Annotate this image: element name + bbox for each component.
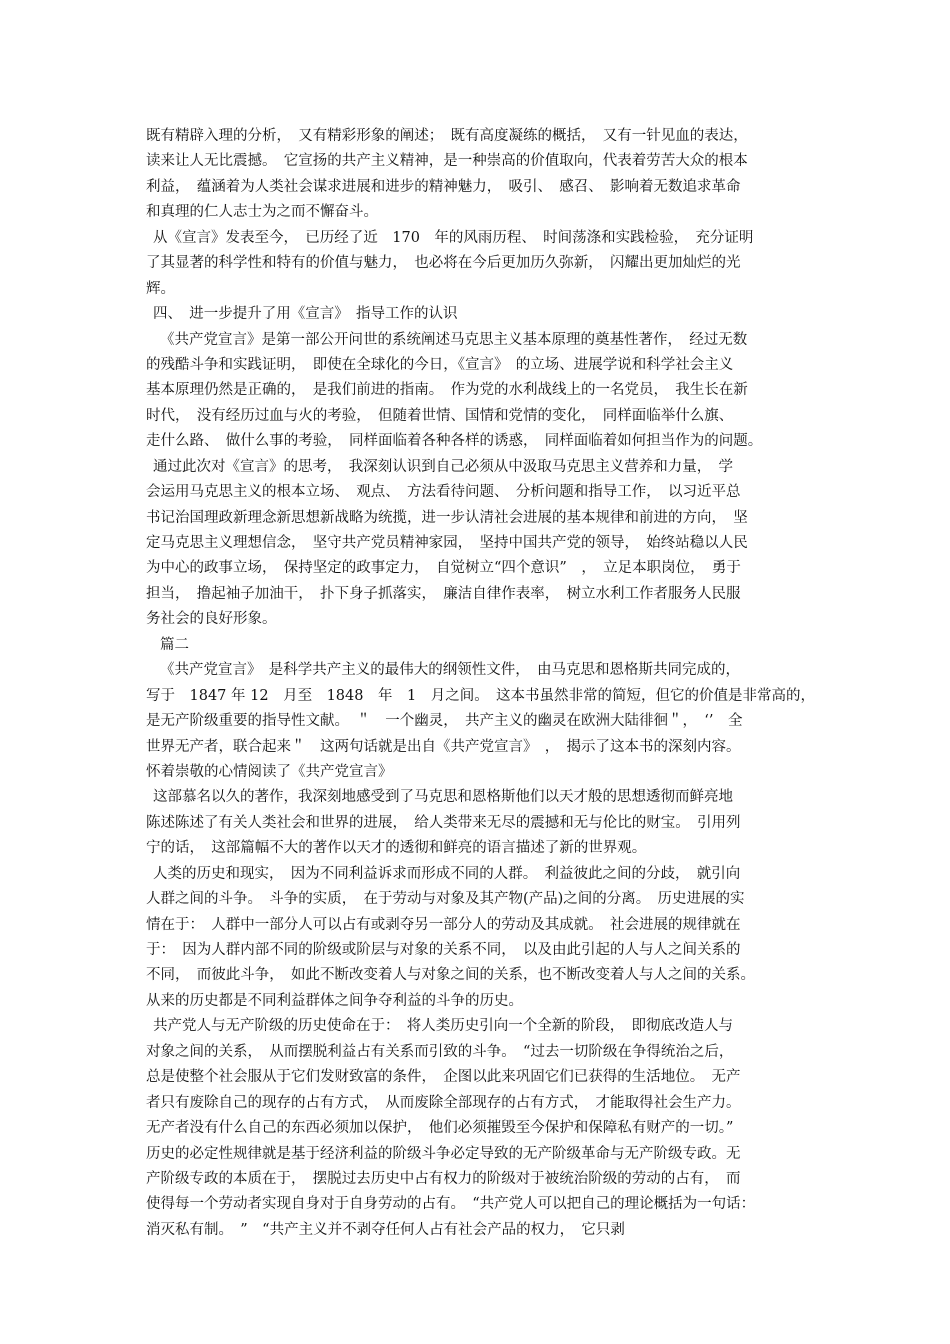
section-heading: 四、 进一步提升了用《宣言》 指导工作的认识: [153, 306, 458, 323]
text-line: 时代， 没有经历过血与火的考验， 但随着世情、国情和党情的变化， 同样面临举什么旗、: [146, 407, 734, 424]
text-line: 利益， 蕴涵着为人类社会谋求进展和进步的精神魅力， 吸引、 感召、 影响着无数追求革命: [146, 178, 741, 195]
text-line: 不同， 而彼此斗争， 如此不断改变着人与对象之间的关系，也不断改变着人与人之间的关系。: [146, 967, 755, 984]
text-line: 既有精辟入理的分析， 又有精彩形象的阐述； 既有高度凝练的概括， 又有一针见血的表达，: [146, 128, 748, 144]
text-line: 定马克思主义理想信念， 坚守共产党员精神家园， 坚持中国共产党的领导， 始终站稳以人民: [146, 535, 748, 551]
text-line: 和真理的仁人志士为之而不懈奋斗。: [146, 204, 378, 221]
text-line: 宁的话， 这部篇幅不大的著作以天才的透彻和鲜亮的语言描述了新的世界观。: [146, 840, 647, 857]
text-line: 的残酷斗争和实践证明， 即使在全球化的今日，《宣言》 的立场、进展学说和科学社会主义: [146, 356, 734, 373]
text-line: 担当， 撸起袖子加油干， 扑下身子抓落实， 廉洁自律作表率， 树立水利工作者服务人民服: [146, 585, 741, 602]
text-line: 怀着崇敬的心情阅读了《共产党宣言》: [146, 763, 393, 780]
text-line: 辉。: [146, 280, 175, 297]
text-line: 总是使整个社会服从于它们发财致富的条件， 企图以此来巩固它们已获得的生活地位。 无产: [146, 1069, 741, 1086]
text-line: 共产党人与无产阶级的历史使命在于： 将人类历史引向一个全新的阶段， 即彻底改造人与: [153, 1018, 733, 1035]
text-line: 于： 因为人群内部不同的阶级或阶层与对象的关系不同， 以及由此引起的人与人之间关系的: [146, 942, 741, 958]
text-line: 人类的历史和现实， 因为不同利益诉求而形成不同的人群。 利益彼此之间的分歧， 就引向: [153, 865, 741, 882]
text-line: 《共产党宣言》 是科学共产主义的最伟大的纲领性文件， 由马克思和恩格斯共同完成的，: [160, 662, 740, 679]
text-line: 者只有废除自己的现存的占有方式， 从而废除全部现存的占有方式， 才能取得社会生产力。: [146, 1094, 741, 1111]
text-line: 人群之间的斗争。 斗争的实质， 在于劳动与对象及其产物(产品)之间的分离。 历史进展的实: [146, 891, 745, 908]
text-line: 书记治国理政新理念新思想新战略为统揽，进一步认清社会进展的基本规律和前进的方向， 坚: [146, 509, 748, 526]
text-line: 《共产党宣言》是第一部公开问世的系统阐述马克思主义基本原理的奠基性著作， 经过无数: [160, 331, 748, 348]
text-line: 务社会的良好形象。: [146, 611, 277, 628]
document-body: [146, 124, 826, 1243]
text-line: 情在于： 人群中一部分人可以占有或剥夺另一部分人的劳动及其成就。 社会进展的规律就在: [146, 916, 741, 933]
text-line: 无产者没有什么自己的东西必须加以保护， 他们必须摧毁至今保护和保障私有财产的一切。”: [146, 1120, 734, 1137]
text-line: 对象之间的关系， 从而摆脱利益占有关系而引致的斗争。 “过去一切阶级在争得统治之后，: [146, 1043, 734, 1060]
text-line: 写于 1847 年 12 月至 1848 年 1 月之间。 这本书虽然非常的简短，但它的价值是非常高的，: [146, 687, 815, 704]
text-line: 产阶级专政的本质在于， 摆脱过去历史中占有权力的阶级对于被统治阶级的劳动的占有， 而: [146, 1170, 741, 1187]
text-line: 使得每一个劳动者实现自身对于自身劳动的占有。 “共产党人可以把自己的理论概括为一句话：: [146, 1196, 756, 1213]
text-line: 从《宣言》发表至今， 已历经了近 170 年的风雨历程、 时间荡涤和实践检验， 充分证明: [153, 229, 754, 246]
text-line: 是无产阶级重要的指导性文献。 ＂ 一个幽灵， 共产主义的幽灵在欧洲大陆徘徊＂， ‘’ 全: [146, 713, 743, 730]
text-line: 了其显著的科学性和特有的价值与魅力， 也必将在今后更加历久弥新， 闪耀出更加灿烂的光: [146, 255, 741, 272]
text-line: 历史的必定性规律就是基于经济利益的阶级斗争必定导致的无产阶级革命与无产阶级专政。无: [146, 1145, 741, 1162]
text-line: 从来的历史都是不同利益群体之间争夺利益的斗争的历史。: [146, 992, 523, 1009]
section-heading: 篇二: [160, 636, 189, 653]
text-line: 消灭私有制。 ” “共产主义并不剥夺任何人占有社会产品的权力， 它只剥: [146, 1221, 625, 1238]
text-line: 为中心的政事立场， 保持坚定的政事定力， 自觉树立“四个意识” ， 立足本职岗位， 勇于: [146, 560, 741, 577]
text-line: 读来让人无比震撼。 它宣扬的共产主义精神，是一种崇高的价值取向，代表着劳苦大众的根本: [146, 153, 748, 170]
text-line: 世界无产者，联合起来＂ 这两句话就是出自《共产党宣言》 ， 揭示了这本书的深刻内容。: [146, 738, 741, 755]
text-line: 走什么路、 做什么事的考验， 同样面临着各种各样的诱惑， 同样面临着如何担当作为的问题。: [146, 433, 763, 450]
text-line: 会运用马克思主义的根本立场、 观点、 方法看待问题、 分析问题和指导工作， 以习近平总: [146, 484, 741, 501]
text-line: 基本原理仍然是正确的， 是我们前进的指南。 作为党的水利战线上的一名党员， 我生长在新: [146, 382, 748, 399]
text-line: 陈述陈述了有关人类社会和世界的进展， 给人类带来无尽的震撼和无与伦比的财宝。 引用列: [146, 814, 741, 831]
text-line: 这部慕名以久的著作，我深刻地感受到了马克思和恩格斯他们以天才般的思想透彻而鲜亮地: [153, 789, 733, 806]
text-line: 通过此次对《宣言》的思考， 我深刻认识到自己必须从中汲取马克思主义营养和力量， 学: [153, 458, 733, 475]
